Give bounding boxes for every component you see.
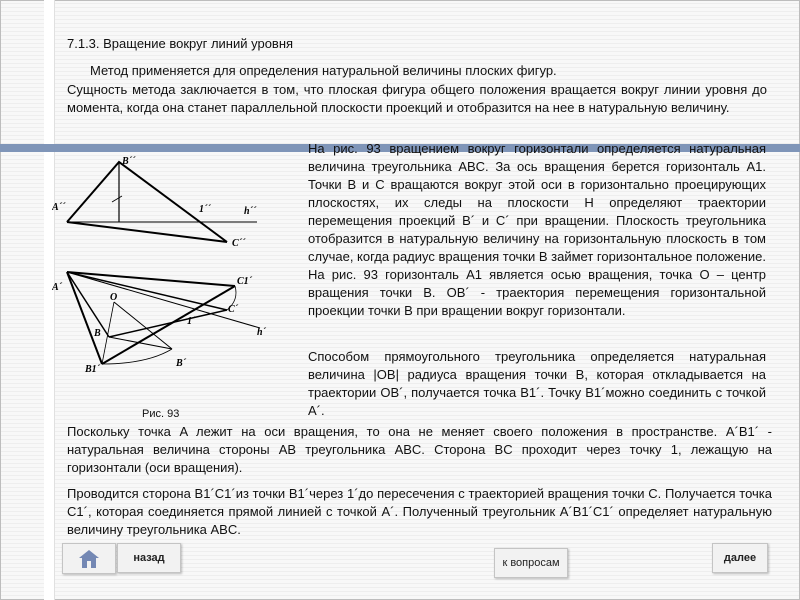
- paragraph-horizontal: На рис. 93 вращением вокруг горизонтали определяется натуральная величина треугольника ABC. За ось вращения берется горизонталь A1. Точки B и C вращаются вокруг этой оси в горизонтально проецирующих плоскостях, их следы на плоскости H определяют траектории перемещения проекций B´ и C´ при вращении. Плоскость треугольника отобразится в натуральную величину на горизонтальную плоскость в том случае, когда радиус вращения точки B займет горизонтальное положение. На рис. 93 горизонталь A1 является осью вращения, точка O – центр вращения точки B. OB´ - траектория перемещения горизонтальной проекции точки B при вращении вокруг горизонтали.: [308, 141, 766, 318]
- label-o-top: O: [110, 292, 118, 303]
- label-one-front: 1´´: [199, 204, 211, 215]
- essence-paragraph: Сущность метода заключается в том, что плоская фигура общего положения вращается вокруг линии уровня до момента, когда она станет параллельной плоскости проекций и отобразится на нее в натуральную величину.: [67, 82, 767, 115]
- label-h-top: h´: [257, 327, 266, 338]
- front-triangle: [67, 162, 227, 242]
- paragraph-side: Проводится сторона B1´C1´из точки B1´через 1´до пересечения с траекторией вращения точки C. Получается точка C1´, которая соединяется прямой линией с точкой A´. Полученный треугольник A´B1´C1´ определяет натуральную величину треугольника ABC.: [67, 486, 772, 537]
- top-radius: [102, 302, 114, 364]
- label-a-top: A´: [52, 282, 62, 293]
- top-o-bprime: [114, 302, 172, 349]
- label-b-top: B´: [176, 358, 186, 369]
- front-tick: [112, 196, 122, 202]
- back-button[interactable]: назад: [117, 543, 181, 573]
- figure-caption: Рис. 93: [142, 408, 180, 420]
- label-b-front: B´´: [122, 156, 136, 167]
- label-b-point: B: [94, 328, 101, 339]
- top-b-bprime: [109, 337, 172, 349]
- top-rotation-arc: [102, 349, 172, 364]
- to-questions-button[interactable]: к вопросам: [494, 548, 568, 578]
- paragraph-point-a: Поскольку точка A лежит на оси вращения, то она не меняет своего положения в пространстве. A´B1´ - натуральная величина стороны AB треугольника ABC. Сторона BC проходит через точку 1, лежащую на горизонтали (оси вращения).: [67, 424, 772, 475]
- label-b1-top: B1´: [85, 364, 100, 375]
- home-icon: [78, 549, 100, 569]
- label-c-front: C´´: [232, 238, 246, 249]
- next-button[interactable]: далее: [712, 543, 768, 573]
- top-b1-c1: [102, 286, 235, 364]
- label-c1-top: C1´: [237, 276, 252, 287]
- figure-93: [52, 152, 302, 384]
- home-button[interactable]: [62, 543, 116, 574]
- paragraph-triangle: Способом прямоугольного треугольника определяется натуральная величина |OB| радиуса вращения точки B, которая откладывается на траектории OB´, получается точка B1´. Точку B1´можно соединить с точкой A´.: [308, 349, 766, 418]
- top-b-c: [109, 310, 227, 337]
- label-one-top: 1´: [187, 316, 196, 327]
- label-c-top: C´: [228, 304, 238, 315]
- intro-line: Метод применяется для определения натуральной величины плоских фигур.: [90, 63, 557, 78]
- label-a-front: A´´: [52, 202, 66, 213]
- label-h-front: h´´: [244, 206, 257, 217]
- section-title: 7.1.3. Вращение вокруг линий уровня: [67, 36, 294, 51]
